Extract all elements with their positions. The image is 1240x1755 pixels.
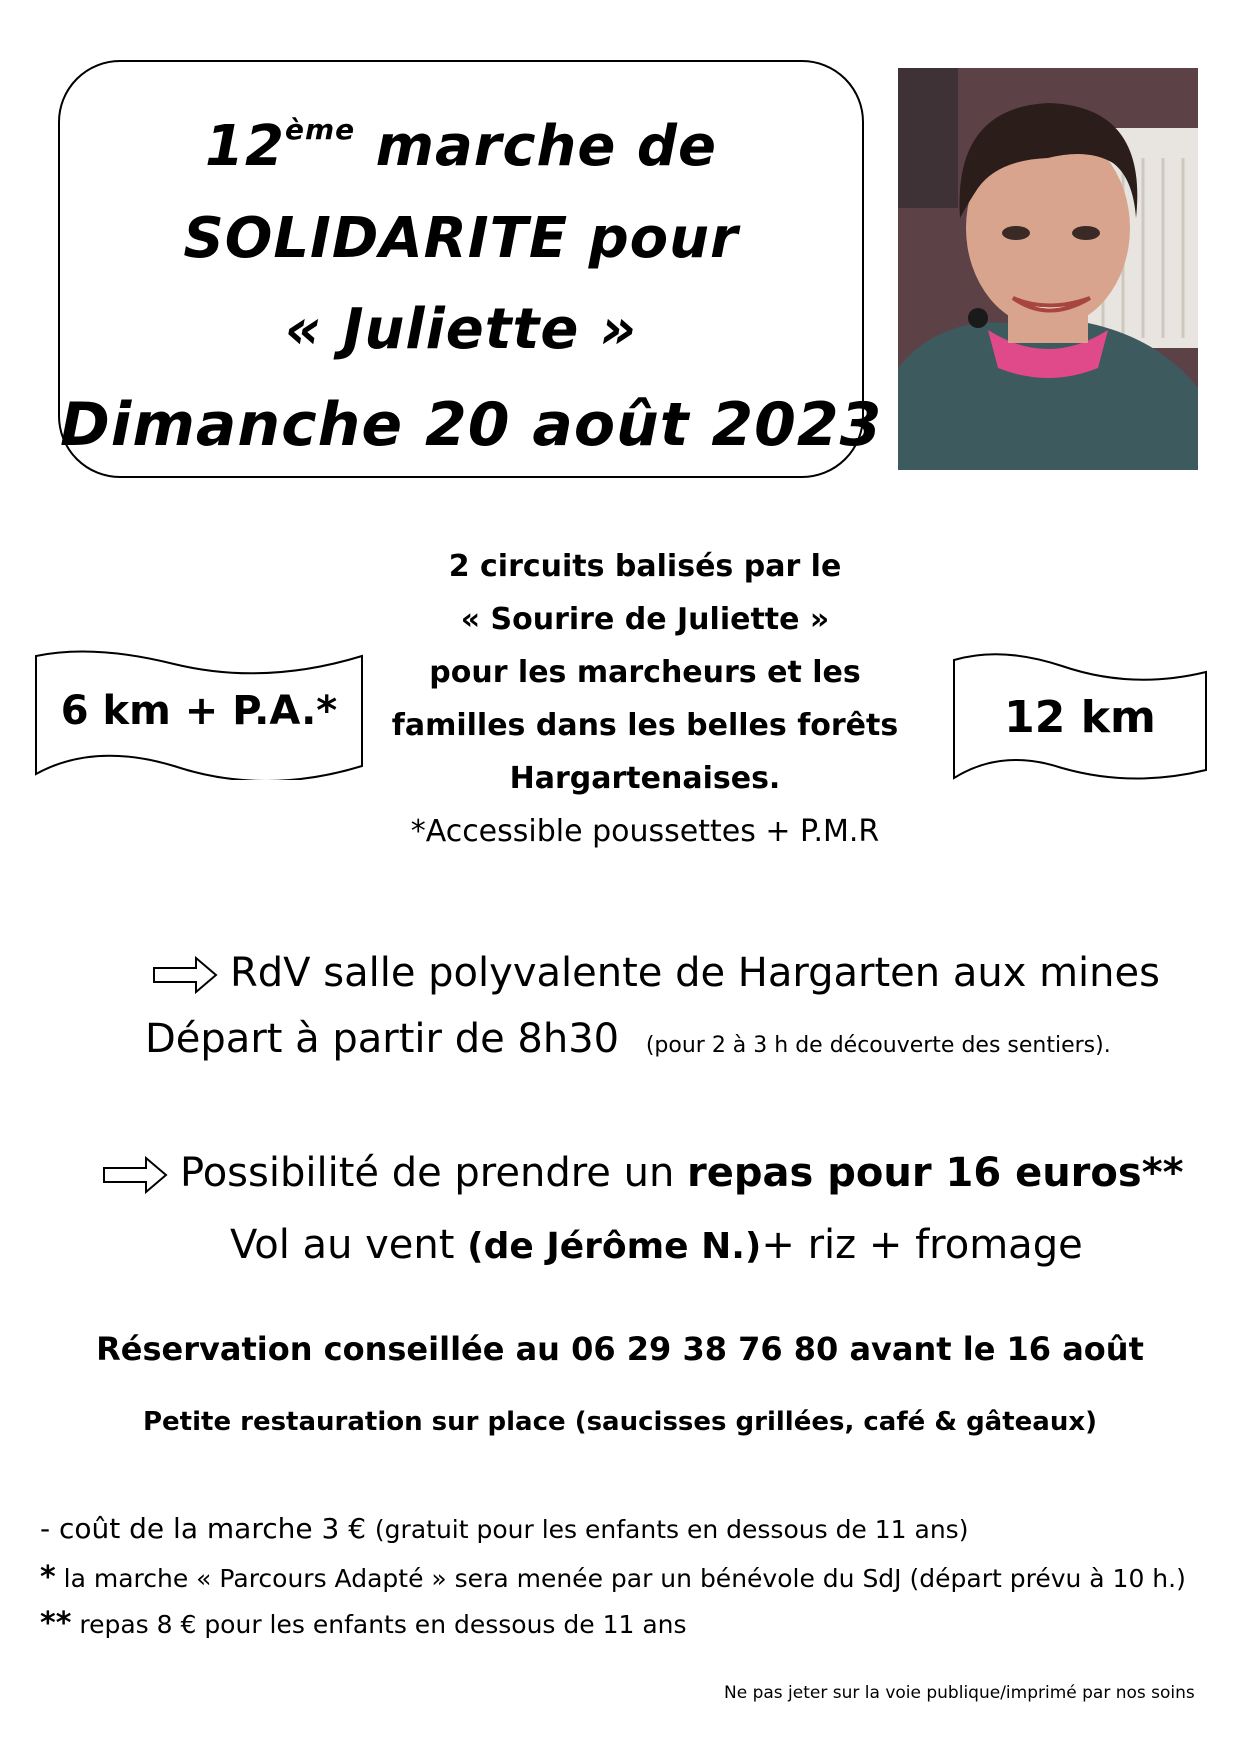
food-on-site: Petite restauration sur place (saucisses grillées, café & gâteaux) bbox=[142, 1407, 1097, 1437]
adapted-route-note bbox=[40, 1560, 1186, 1595]
reservation-info: Réservation conseillée au 06 29 38 76 80 avant le 16 août bbox=[96, 1330, 1144, 1368]
double-asterisk-mark: ** bbox=[40, 1606, 72, 1641]
circuits-description bbox=[380, 540, 910, 858]
departure-note: (pour 2 à 3 h de découverte des sentiers). bbox=[645, 1033, 1111, 1058]
cost-detail: (gratuit pour les enfants en dessous de 11 ans) bbox=[374, 1515, 969, 1544]
circuits-line-4: familles dans les belles forêts bbox=[391, 708, 899, 743]
title-line-1 bbox=[60, 112, 862, 191]
circuits-line-1: 2 circuits balisés par le bbox=[448, 549, 842, 584]
title-superscript: ème bbox=[284, 113, 356, 146]
child-meal-note bbox=[40, 1606, 687, 1641]
rdv-location: RdV salle polyvalente de Hargarten aux mines bbox=[230, 950, 1160, 996]
flag-12km bbox=[952, 650, 1208, 784]
meal-offer bbox=[180, 1150, 1184, 1196]
title-line-2: SOLIDARITE pour bbox=[183, 206, 739, 271]
asterisk-mark: * bbox=[40, 1560, 56, 1595]
circuits-line-3: pour les marcheurs et les bbox=[429, 655, 861, 690]
portrait-illustration bbox=[898, 68, 1198, 470]
departure-text: Départ à partir de 8h30 bbox=[145, 1016, 620, 1062]
meal-menu bbox=[230, 1222, 1083, 1268]
meal-offer-text: Possibilité de prendre un bbox=[180, 1150, 688, 1196]
meal-chef: (de Jérôme N.) bbox=[467, 1226, 762, 1267]
title-line-3: « Juliette » bbox=[284, 297, 638, 362]
departure-time bbox=[145, 1016, 1111, 1062]
title-box bbox=[58, 60, 883, 478]
cost-note bbox=[40, 1512, 968, 1545]
flag-left-label: 6 km + P.A.* bbox=[60, 688, 338, 734]
flag-6km bbox=[34, 648, 364, 780]
adapted-route-text: la marche « Parcours Adapté » sera menée par un bénévole du SdJ (départ prévu à 10 h.) bbox=[55, 1564, 1186, 1593]
portrait-photo bbox=[898, 68, 1198, 470]
cost-text: - coût de la marche 3 € bbox=[40, 1512, 375, 1545]
arrow-right-icon bbox=[152, 955, 218, 999]
meal-menu-start: Vol au vent bbox=[230, 1222, 468, 1268]
circuits-line-2: « Sourire de Juliette » bbox=[460, 602, 830, 637]
meal-menu-end: + riz + fromage bbox=[761, 1222, 1083, 1268]
title-line1-rest: marche de bbox=[355, 114, 717, 179]
title-number: 12 bbox=[205, 114, 285, 179]
arrow-right-icon bbox=[102, 1155, 168, 1199]
event-date: Dimanche 20 août 2023 bbox=[60, 390, 883, 460]
flag-right-label: 12 km bbox=[1004, 692, 1156, 743]
meal-price: repas pour 16 euros** bbox=[687, 1150, 1184, 1196]
circuits-line-5: Hargartenaises. bbox=[509, 761, 781, 796]
child-meal-text: repas 8 € pour les enfants en dessous de 11 ans bbox=[71, 1610, 687, 1639]
accessibility-note: *Accessible poussettes + P.M.R bbox=[410, 814, 880, 849]
disclaimer: Ne pas jeter sur la voie publique/imprimé par nos soins bbox=[724, 1683, 1195, 1703]
